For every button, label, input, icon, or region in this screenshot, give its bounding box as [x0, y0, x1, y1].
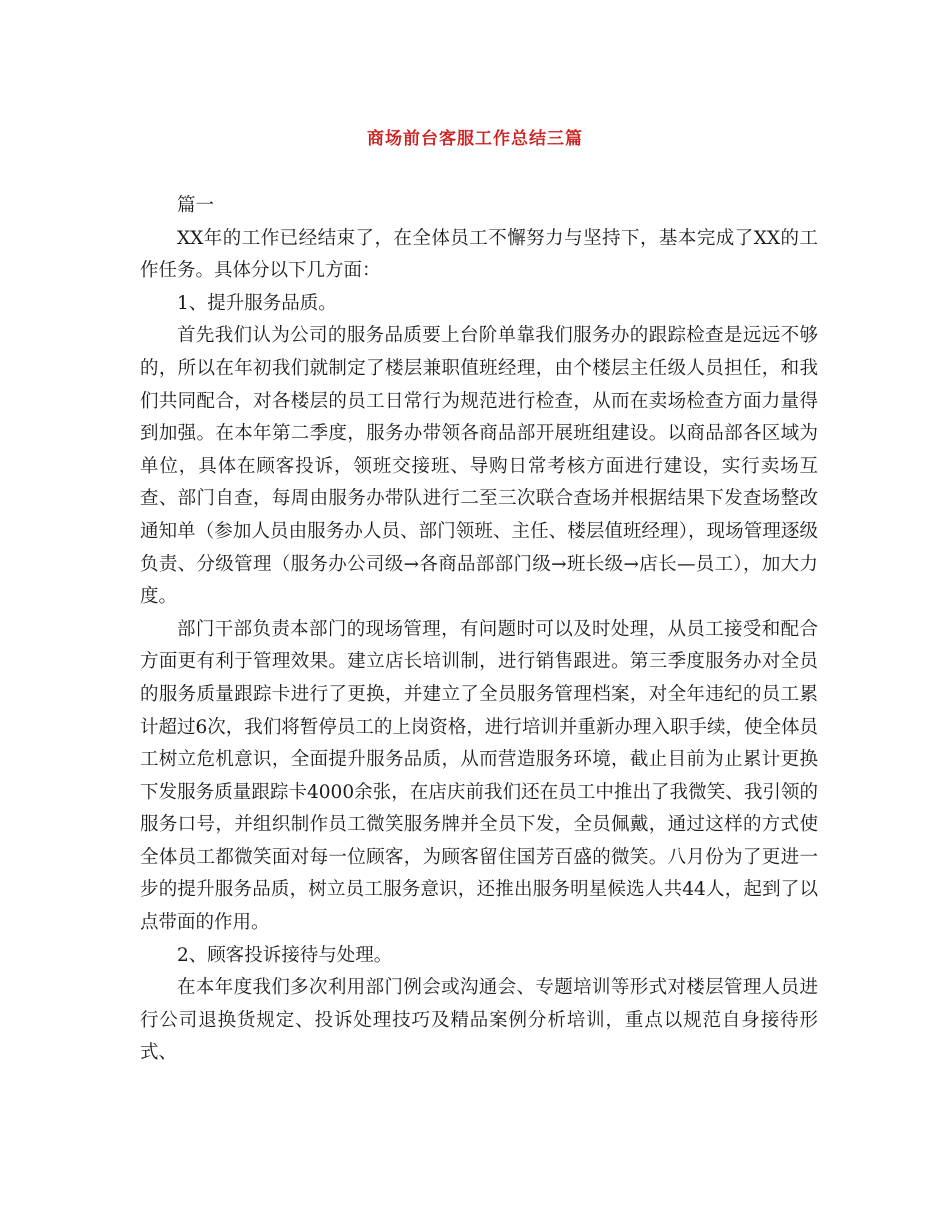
paragraph: 部门干部负责本部门的现场管理，有问题时可以及时处理，从员工接受和配合方面更有利于管理效果。建立店长培训制，进行销售跟进。第三季度服务办对全员的服务质量跟踪卡进行了更换，并建立了全员服务管理档案，对全年违纪的员工累计超过6次，我们将暂停员工的上岗资格，进行培训并重新办理入职手续，使全体员工树立危机意识，全面提升服务品质，从而营造服务环境，截止目前为止累计更换下发服务质量跟踪卡4000余张，在店庆前我们还在员工中推出了我微笑、我引领的服务口号，并组织制作员工微笑服务牌并全员下发，全员佩戴，通过这样的方式使全体员工都微笑面对每一位顾客，为顾客留住国芳百盛的微笑。八月份为了更进一步的提升服务品质，树立员工服务意识，还推出服务明星候选人共44人，起到了以点带面的作用。: [140, 618, 818, 934]
paragraph: XX年的工作已经结束了，在全体员工不懈努力与坚持下，基本完成了XX的工作任务。具体分以下几方面：: [140, 227, 818, 282]
paragraph: 首先我们认为公司的服务品质要上台阶单靠我们服务办的跟踪检查是远远不够的，所以在年初我们就制定了楼层兼职值班经理，由个楼层主任级人员担任，和我们共同配合，对各楼层的员工日常行为规范进行检查，从而在卖场检查方面力量得到加强。在本年第二季度，服务办带领各商品部开展班组建设。以商品部各区域为单位，具体在顾客投诉，领班交接班、导购日常考核方面进行建设，实行卖场互查、部门自查，每周由服务办带队进行二至三次联合查场并根据结果下发查场整改通知单（参加人员由服务办人员、部门领班、主任、楼层值班经理），现场管理逐级负责、分级管理（服务办公司级→各商品部部门级→班长级→店长—员工），加大力度。: [140, 325, 818, 608]
subsection-heading: 2、顾客投诉接待与处理。: [177, 944, 393, 966]
subsection-heading: 1、提升服务品质。: [177, 292, 337, 314]
section-heading: 篇一: [177, 195, 215, 216]
paragraph: 在本年度我们多次利用部门例会或沟通会、专题培训等形式对楼层管理人员进行公司退换货规定、投诉处理技巧及精品案例分析培训，重点以规范自身接待形式、: [140, 977, 818, 1064]
document-title: 商场前台客服工作总结三篇: [367, 129, 583, 149]
document-body: [140, 190, 818, 1070]
